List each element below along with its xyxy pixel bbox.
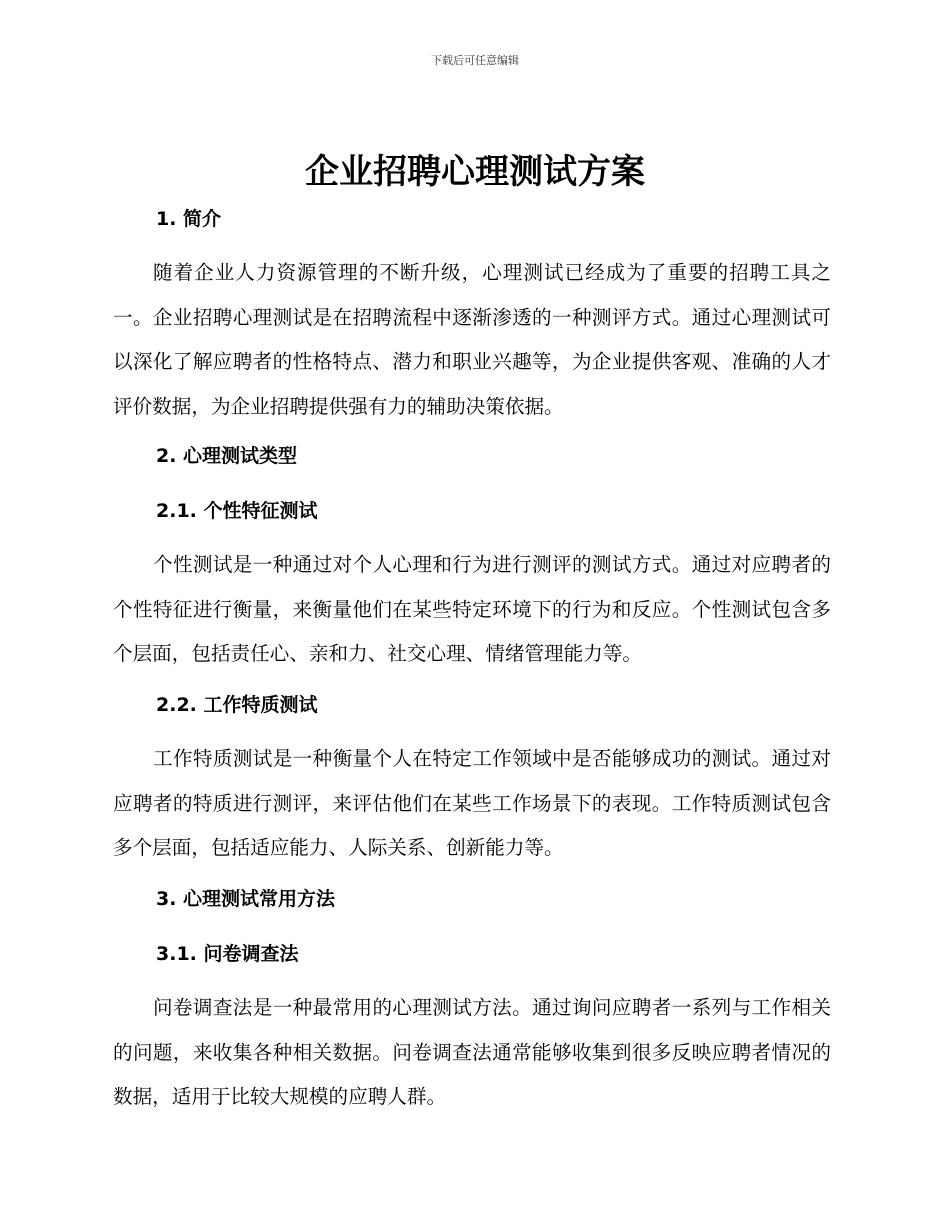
- paragraph-personality: 个性测试是一种通过对个人心理和行为进行测评的测试方式。通过对应聘者的个性特征进行衡量，来衡量他们在某些特定环境下的行为和反应。个性测试包含多个层面，包括责任心、亲和力、社交心理、情绪管理能力等。: [113, 553, 831, 665]
- section-heading-intro: 1. 简介: [156, 208, 222, 230]
- document-title: 企业招聘心理测试方案: [305, 152, 645, 192]
- paragraph-work-traits: 工作特质测试是一种衡量个人在特定工作领域中是否能够成功的测试。通过对应聘者的特质进行测评，来评估他们在某些工作场景下的表现。工作特质测试包含多个层面，包括适应能力、人际关系、创新能力等。: [113, 747, 831, 859]
- subsection-heading-personality: 2.1. 个性特征测试: [156, 500, 318, 522]
- paragraph-intro: 随着企业人力资源管理的不断升级，心理测试已经成为了重要的招聘工具之一。企业招聘心理测试是在招聘流程中逐渐渗透的一种测评方式。通过心理测试可以深化了解应聘者的性格特点、潜力和职业兴趣等，为企业提供客观、准确的人才评价数据，为企业招聘提供强有力的辅助决策依据。: [113, 261, 831, 418]
- subsection-heading-questionnaire: 3.1. 问卷调查法: [156, 943, 299, 965]
- paragraph-questionnaire: 问卷调查法是一种最常用的心理测试方法。通过询问应聘者一系列与工作相关的问题，来收集各种相关数据。问卷调查法通常能够收集到很多反映应聘者情况的数据，适用于比较大规模的应聘人群。: [113, 996, 831, 1108]
- section-heading-types: 2. 心理测试类型: [156, 445, 298, 467]
- header-note: 下载后可任意编辑: [431, 54, 519, 67]
- section-heading-methods: 3. 心理测试常用方法: [156, 888, 336, 910]
- subsection-heading-work-traits: 2.2. 工作特质测试: [156, 694, 318, 716]
